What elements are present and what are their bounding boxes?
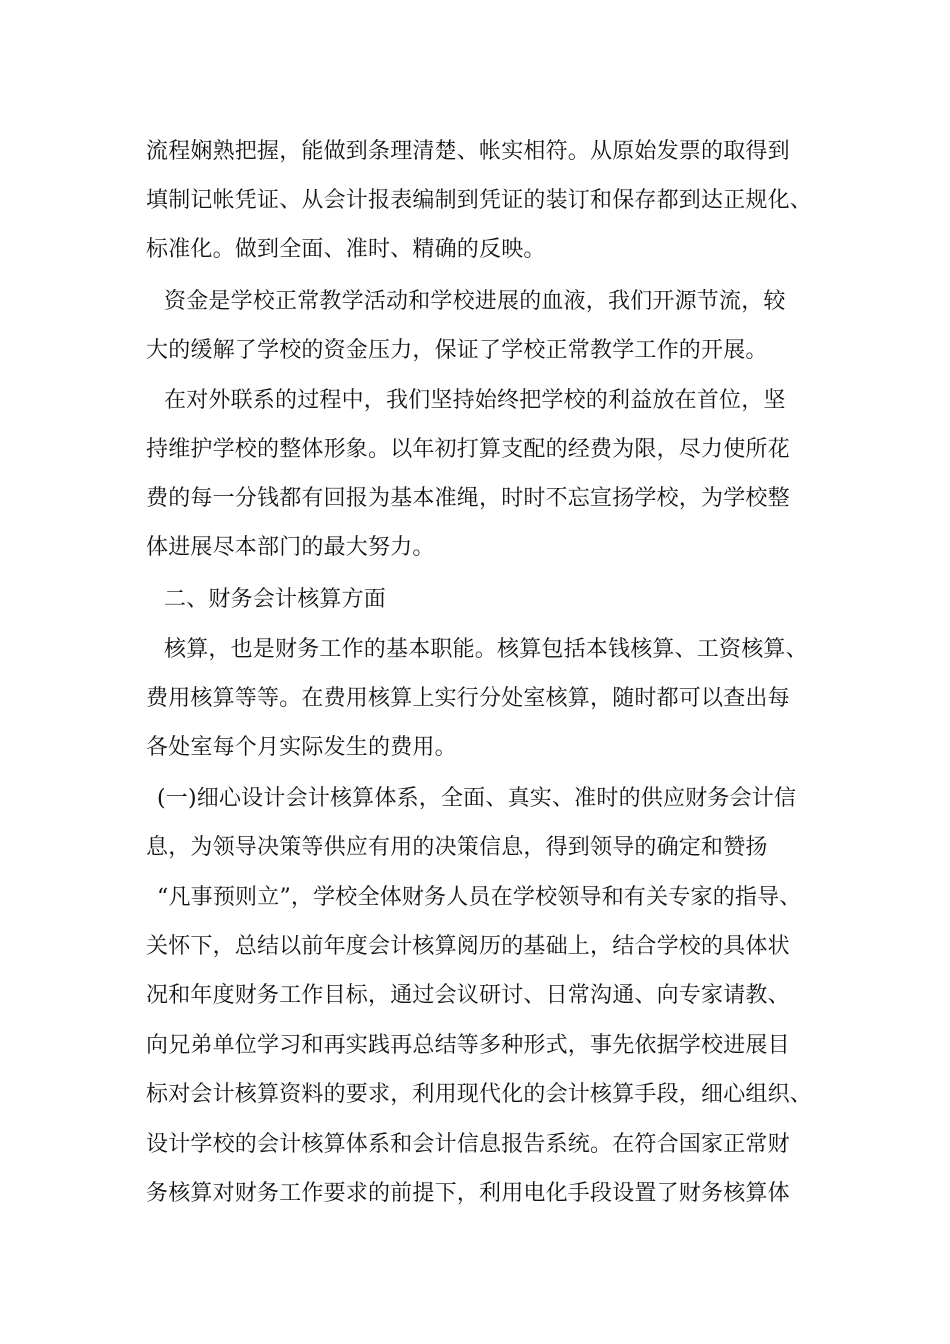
paragraph-line: (一)细心设计会计核算体系，全面、真实、准时的供应财务会计信: [157, 786, 797, 811]
paragraph-line: 大的缓解了学校的资金压力，保证了学校正常教学工作的开展。: [146, 338, 768, 363]
paragraph-line: 核算，也是财务工作的基本职能。核算包括本钱核算、工资核算、: [164, 637, 808, 662]
paragraph-line: 持维护学校的整体形象。以年初打算支配的经费为限，尽力使所花: [146, 437, 790, 462]
paragraph-line: 费的每一分钱都有回报为基本准绳，时时不忘宣扬学校，为学校整: [146, 486, 790, 511]
paragraph-line: 关怀下，总结以前年度会计核算阅历的基础上，结合学校的具体状: [146, 934, 790, 959]
paragraph-line: 流程娴熟把握，能做到条理清楚、帐实相符。从原始发票的取得到: [146, 139, 790, 164]
paragraph-line: 费用核算等等。在费用核算上实行分处室核算，随时都可以查出每: [146, 686, 790, 711]
paragraph-line: 息，为领导决策等供应有用的决策信息，得到领导的确定和赞扬: [146, 835, 768, 860]
paragraph-line: 况和年度财务工作目标，通过会议研讨、日常沟通、向专家请教、: [146, 983, 790, 1008]
paragraph-line: 向兄弟单位学习和再实践再总结等多种形式，事先依据学校进展目: [146, 1033, 790, 1058]
section-heading: 二、财务会计核算方面: [164, 587, 387, 612]
paragraph-line: 标对会计核算资料的要求，利用现代化的会计核算手段，细心组织、: [146, 1082, 813, 1107]
paragraph-line: 资金是学校正常教学活动和学校进展的血液，我们开源节流，较: [164, 289, 786, 314]
paragraph-line: 在对外联系的过程中，我们坚持始终把学校的利益放在首位，坚: [164, 388, 786, 413]
paragraph-line: 填制记帐凭证、从会计报表编制到凭证的装订和保存都到达正规化、: [146, 188, 813, 213]
paragraph-line: “凡事预则立”，学校全体财务人员在学校领导和有关专家的指导、: [157, 885, 802, 910]
paragraph-line: 体进展尽本部门的最大努力。: [146, 535, 435, 560]
paragraph-line: 各处室每个月实际发生的费用。: [146, 735, 457, 760]
paragraph-line: 务核算对财务工作要求的前提下，利用电化手段设置了财务核算体: [146, 1181, 790, 1206]
paragraph-line: 设计学校的会计核算体系和会计信息报告系统。在符合国家正常财: [146, 1132, 790, 1157]
paragraph-line: 标准化。做到全面、准时、精确的反映。: [146, 237, 546, 262]
